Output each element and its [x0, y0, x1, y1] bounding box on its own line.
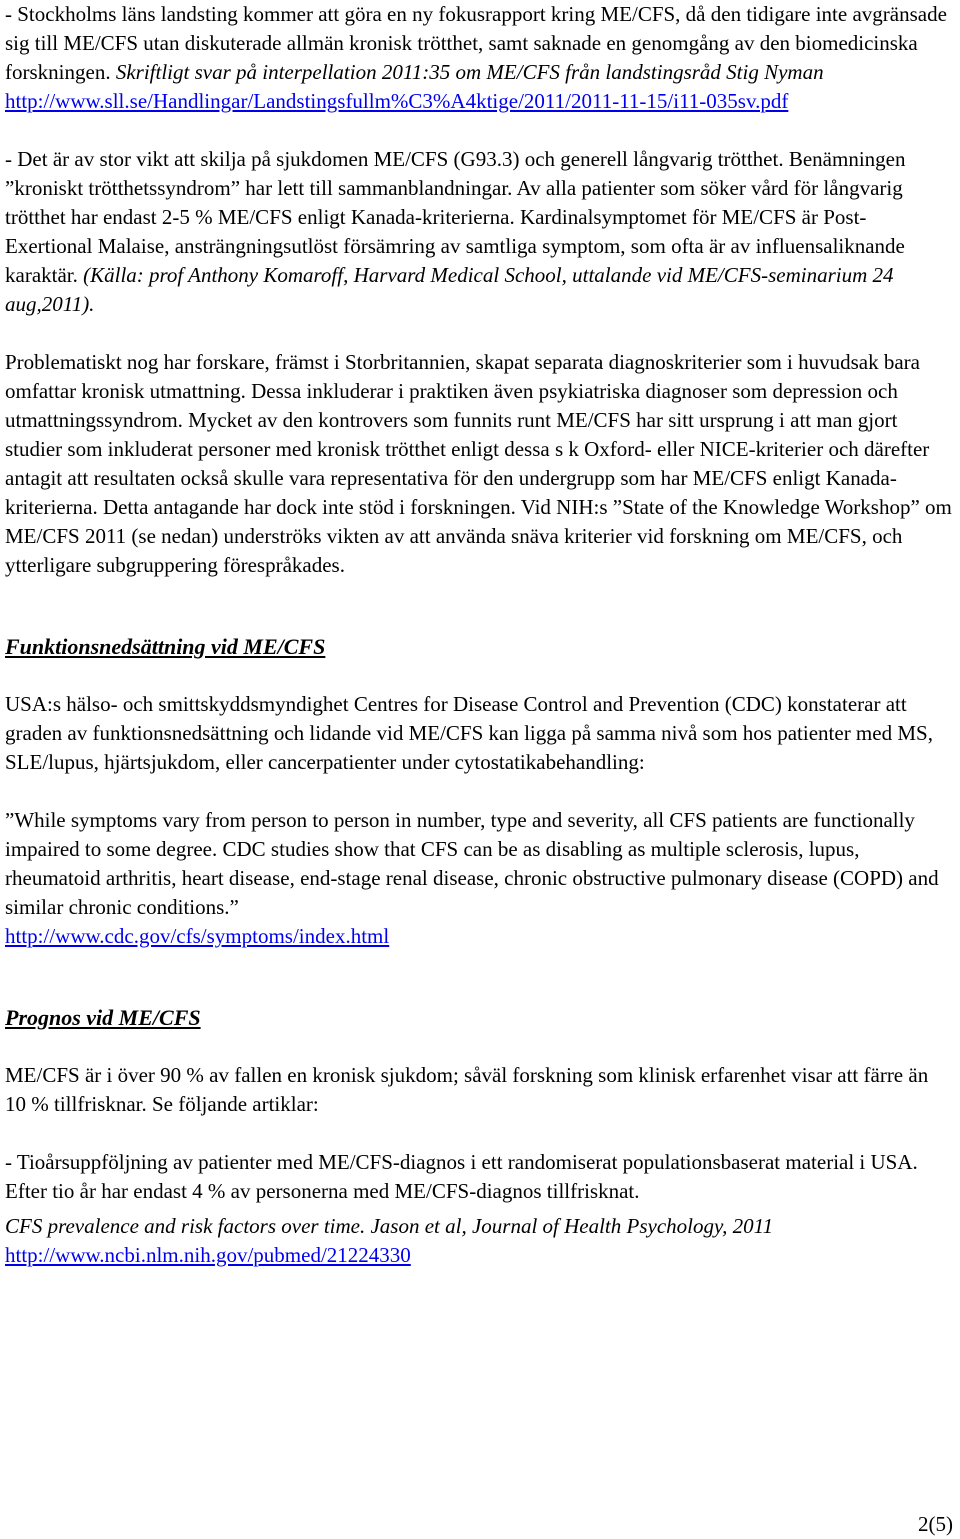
paragraph-diagnostic-criteria: [5, 348, 953, 580]
paragraph-prognos: [5, 1061, 953, 1119]
quote-text: ”While symptoms vary from person to person in number, type and severity, all CFS patients are functionally impaired to some degree. CDC studies show that CFS can be as disabling as multiple sclerosis, lupus, rheumatoid arthritis, heart disease, end-stage renal disease, chronic obstructive pulmonary disease (COPD) and similar chronic conditions.”: [5, 808, 939, 919]
paragraph-cdc: [5, 690, 953, 777]
document-page: [5, 0, 953, 1270]
paragraph-text: USA:s hälso- och smittskyddsmyndighet Centres for Disease Control and Prevention (CDC) konstaterar att graden av funktionsnedsättning och lidande vid ME/CFS kan ligga på samma nivå som hos patienter med MS, SLE/lupus, hjärtsjukdom, eller cancerpatienter under cytostatikabehandling:: [5, 692, 933, 774]
paragraph-ten-year-followup: [5, 1148, 953, 1206]
paragraph-sll-report: [5, 0, 953, 116]
source-citation: Skriftligt svar på interpellation 2011:35 om ME/CFS från landstingsråd Stig Nyman: [115, 60, 824, 84]
paragraph-jason-citation: [5, 1212, 953, 1270]
paragraph-text: - Stockholms läns landsting kommer att göra en ny fokusrapport kring ME/CFS, då den tidigare inte avgränsade sig till ME/CFS utan diskuterade allmän kronisk trötthet, samt saknade en genomgång av den biomedicinska forskningen.: [5, 2, 947, 84]
sll-link[interactable]: http://www.sll.se/Handlingar/Landstingsfullm%C3%A4ktige/2011/2011-11-15/i11-035sv.pdf: [5, 89, 789, 113]
paragraph-text: - Det är av stor vikt att skilja på sjukdomen ME/CFS (G93.3) och generell långvarig trötthet. Benämningen ”kroniskt trötthetssyndrom” har lett till sammanblandningar. Av alla patienter som söker vård för långvarig trötthet har endast 2-5 % ME/CFS enligt Kanada-kriterierna. Kardinalsymptomet för ME/CFS är Post-Exertional Malaise, ansträngningsutlöst försämring av samtliga symptom, som ofta är av influensaliknande karaktär.: [5, 147, 906, 287]
paragraph-text: ME/CFS är i över 90 % av fallen en kronisk sjukdom; såväl forskning som klinisk erfarenhet visar att färre än 10 % tillfrisknar. Se följande artiklar:: [5, 1063, 929, 1116]
ncbi-link[interactable]: http://www.ncbi.nlm.nih.gov/pubmed/21224330: [5, 1243, 411, 1267]
source-citation: CFS prevalence and risk factors over time. Jason et al, Journal of Health Psychology, 2011: [5, 1214, 774, 1238]
paragraph-text: Problematiskt nog har forskare, främst i Storbritannien, skapat separata diagnoskriterier som i huvudsak bara omfattar kronisk utmattning. Dessa inkluderar i praktiken även psykiatriska diagnoser som depression och utmattningssyndrom. Mycket av den kontrovers som funnits runt ME/CFS har sitt ursprung i att man gjort studier som inkluderat personer med kronisk trötthet enligt dessa s k Oxford- eller NICE-kriterier och därefter antagit att resultaten också skulle vara representativa för den undergrupp som har ME/CFS enligt Kanada-kriterierna. Detta antagande har dock inte stöd i forskningen. Vid NIH:s ”State of the Knowledge Workshop” om ME/CFS 2011 (se nedan) underströks vikten av att använda snäva kriterier vid forskning om ME/CFS, och ytterligare subgruppering förespråkades.: [5, 350, 952, 577]
heading-funktionsnedsattning: Funktionsnedsättning vid ME/CFS: [5, 634, 326, 659]
heading-prognos: Prognos vid ME/CFS: [5, 1005, 201, 1030]
paragraph-cdc-quote: [5, 806, 953, 951]
paragraph-text: - Tioårsuppföljning av patienter med ME/CFS-diagnos i ett randomiserat populationsbaserat material i USA. Efter tio år har endast 4 % av personerna med ME/CFS-diagnos tillfrisknat.: [5, 1150, 918, 1203]
paragraph-me-cfs-distinction: [5, 145, 953, 319]
source-citation: (Källa: prof Anthony Komaroff, Harvard Medical School, uttalande vid ME/CFS-seminarium 24 aug,2011).: [5, 263, 894, 316]
cdc-link[interactable]: http://www.cdc.gov/cfs/symptoms/index.html: [5, 924, 390, 948]
page-number: 2(5): [918, 1512, 953, 1536]
